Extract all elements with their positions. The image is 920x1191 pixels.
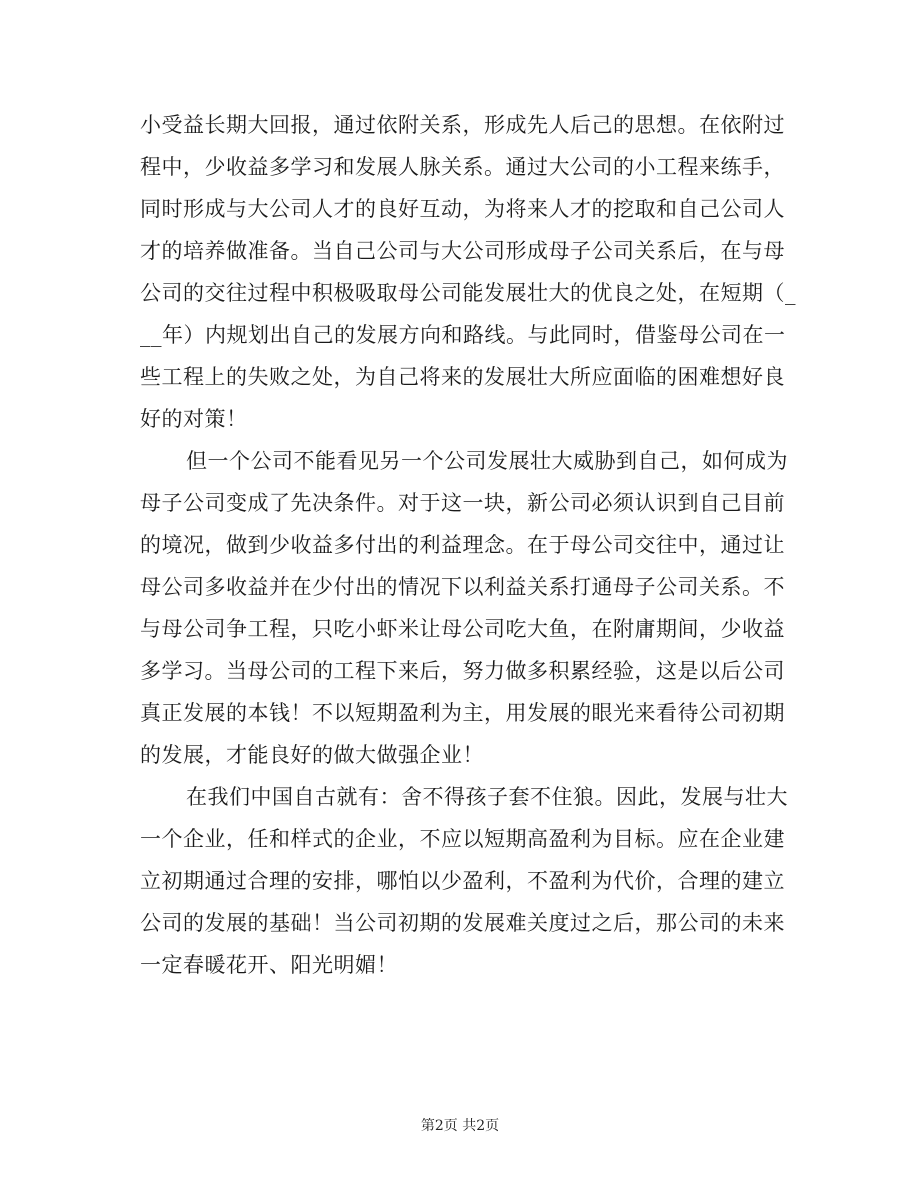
page-number-footer: 第2页 共2页 — [420, 1118, 500, 1134]
text-line: 立初期通过合理的安排，哪怕以少盈利，不盈利为代价，合理的建立 — [140, 869, 785, 893]
text-line: 同时形成与大公司人才的良好互动，为将来人才的挖取和自己公司人 — [140, 197, 785, 221]
text-line: 一定春暖花开、阳光明媚！ — [140, 953, 398, 977]
text-line: 多学习。当母公司的工程下来后，努力做多积累经验，这是以后公司 — [140, 659, 785, 683]
text-line: 与母公司争工程，只吃小虾米让母公司吃大鱼，在附庸期间，少收益 — [140, 617, 785, 641]
text-line: 母公司多收益并在少付出的情况下以利益关系打通母子公司关系。不 — [140, 575, 785, 599]
text-line: 真正发展的本钱！不以短期盈利为主，用发展的眼光来看待公司初期 — [140, 701, 785, 725]
text-line: 但一个公司不能看见另一个公司发展壮大威胁到自己，如何成为 — [186, 449, 788, 473]
text-line: 程中，少收益多学习和发展人脉关系。通过大公司的小工程来练手， — [140, 155, 785, 179]
text-line: 才的培养做准备。当自己公司与大公司形成母子公司关系后，在与母 — [140, 239, 785, 263]
paragraph-1 — [140, 104, 796, 440]
document-body — [140, 104, 796, 986]
text-line: 一个企业，任和样式的企业，不应以短期高盈利为目标。应在企业建 — [140, 827, 785, 851]
text-line: 的境况，做到少收益多付出的利益理念。在于母公司交往中，通过让 — [140, 533, 785, 557]
text-line: 在我们中国自古就有：舍不得孩子套不住狼。因此，发展与壮大 — [186, 785, 788, 809]
text-line: 母子公司变成了先决条件。对于这一块，新公司必须认识到自己目前 — [140, 491, 785, 515]
text-line: 的发展，才能良好的做大做强企业！ — [140, 743, 484, 767]
text-line: 公司的发展的基础！当公司初期的发展难关度过之后，那公司的未来 — [140, 911, 785, 935]
paragraph-3 — [140, 776, 788, 986]
text-line: __年）内规划出自己的发展方向和路线。与此同时，借鉴母公司在一 — [140, 323, 786, 347]
paragraph-2 — [140, 440, 788, 776]
text-line: 小受益长期大回报，通过依附关系，形成先人后己的思想。在依附过 — [140, 113, 785, 137]
text-line: 公司的交往过程中积极吸取母公司能发展壮大的优良之处，在短期（_ — [140, 281, 796, 305]
text-line: 好的对策！ — [140, 407, 248, 431]
text-line: 些工程上的失败之处，为自己将来的发展壮大所应面临的困难想好良 — [140, 365, 785, 389]
